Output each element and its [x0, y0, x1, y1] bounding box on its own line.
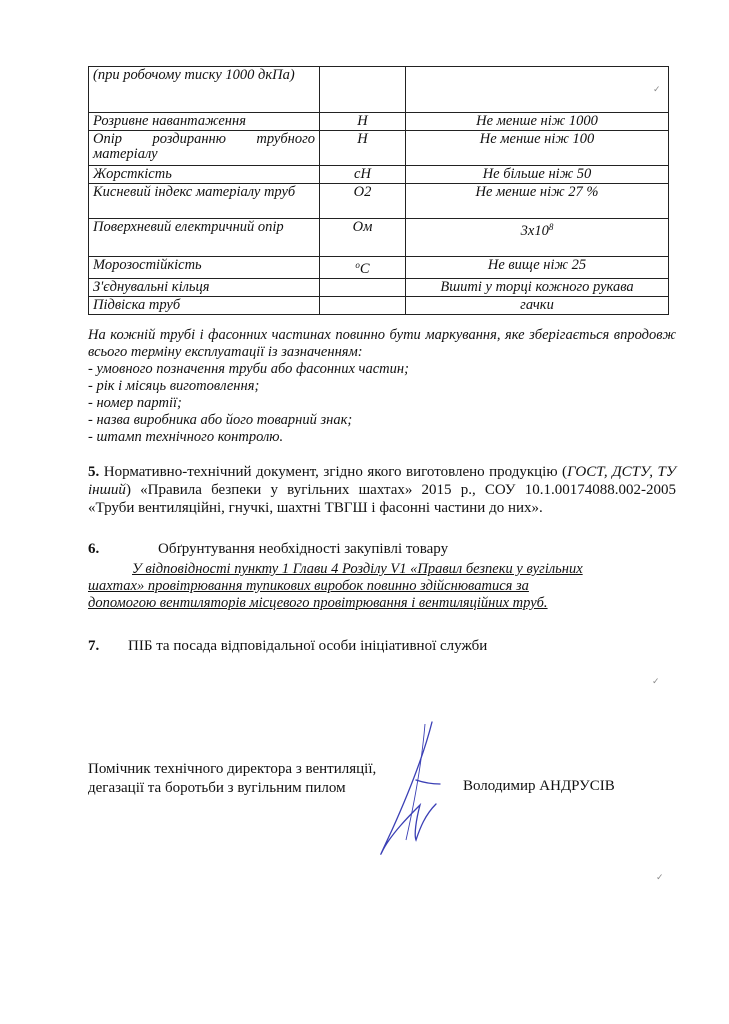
spec-parameter-cell: З'єднувальні кільця — [89, 279, 320, 297]
signer-name: Володимир АНДРУСІВ — [463, 778, 615, 794]
scan-mark: ✓ — [652, 676, 660, 686]
spec-value-cell: Не менше ніж 1000 — [406, 113, 669, 131]
spec-unit-cell: $^о$С — [320, 257, 406, 279]
handwritten-signature — [370, 720, 450, 870]
spec-table-row — [89, 279, 669, 297]
spec-table-row — [89, 297, 669, 315]
marking-item: - умовного позначення труби або фасонних частин; — [88, 361, 409, 377]
section-5-text-a: Нормативно-технічний документ, згідно якого виготовлено продукцію ( — [99, 464, 568, 480]
spec-parameter-cell: Опір роздиранню трубного матеріалу — [89, 131, 320, 166]
spec-table-row — [89, 131, 669, 166]
spec-unit-cell: Н — [320, 131, 406, 166]
spec-unit-cell — [320, 297, 406, 315]
spec-table — [88, 66, 669, 315]
section-6-number: 6. — [88, 541, 100, 557]
marking-item: - назва виробника або його товарний знак; — [88, 412, 353, 428]
section-6-line: допомогою вентиляторів місцевого провітрювання і вентиляційних труб. — [88, 595, 548, 611]
scan-mark: ✓ — [653, 84, 661, 94]
spec-parameter-cell: Поверхневий електричний опір — [89, 219, 320, 257]
spec-value-cell: Не більше ніж 50 — [406, 166, 669, 184]
spec-unit-cell: сН — [320, 166, 406, 184]
marking-requirements — [88, 327, 676, 446]
signer-position-line: дегазації та боротьби з вугільним пилом — [88, 780, 346, 796]
spec-table-row — [89, 184, 669, 219]
spec-table-body — [89, 67, 669, 315]
section-7-title: ПІБ та посада відповідальної особи ініціативної служби — [128, 638, 488, 654]
spec-value-cell: $3х10^8$ — [406, 219, 669, 257]
scan-mark: ✓ — [656, 872, 664, 882]
spec-parameter-cell: Морозостійкість — [89, 257, 320, 279]
spec-table-row — [89, 257, 669, 279]
spec-table-row — [89, 219, 669, 257]
section-6-title: Обґрунтування необхідності закупівлі товару — [158, 541, 449, 557]
marking-item: - номер партії; — [88, 395, 182, 411]
spec-table-row — [89, 113, 669, 131]
spec-value-cell: Вшиті у торці кожного рукава — [406, 279, 669, 297]
marking-item: - штамп технічного контролю. — [88, 429, 284, 445]
section-7-heading — [88, 638, 676, 655]
spec-table-row — [89, 166, 669, 184]
spec-value-cell: Не вище ніж 25 — [406, 257, 669, 279]
section-6-heading — [88, 541, 676, 558]
spec-unit-cell: Ом — [320, 219, 406, 257]
section-5 — [88, 463, 676, 517]
spec-unit-cell — [320, 279, 406, 297]
spec-unit-cell: Н — [320, 113, 406, 131]
section-6-line: шахтах» провітрювання тупикових виробок повинно здійснюватися за — [88, 578, 529, 594]
section-5-text-italic: ГОСТ, ДСТУ, ТУ інший — [88, 464, 676, 498]
section-6-line: У відповідності пункту 1 Глави 4 Розділу V1 «Правил безпеки у вугільних — [132, 561, 583, 577]
marking-intro: На кожній трубі і фасонних частинах повинно бути маркування, яке зберігається впродовж всього терміну експлуатації із зазначенням: — [88, 327, 676, 360]
section-5-text-b: ) «Правила безпеки у вугільних шахтах» 2015 р., СОУ 10.1.00174088.002-2005 «Труби вентиляційні, гнучкі, шахтні ТВГШ і фасонні частини до них». — [88, 482, 676, 516]
spec-value-cell: гачки — [406, 297, 669, 315]
spec-parameter-cell: Підвіска труб — [89, 297, 320, 315]
spec-unit-cell: О2 — [320, 184, 406, 219]
spec-unit-cell — [320, 67, 406, 113]
spec-value-cell: Не менше ніж 100 — [406, 131, 669, 166]
section-5-number: 5. — [88, 464, 100, 480]
section-7-number: 7. — [88, 638, 100, 654]
signer-position-line: Помічник технічного директора з вентиляції, — [88, 761, 377, 777]
spec-parameter-cell: Кисневий індекс матеріалу труб — [89, 184, 320, 219]
marking-item: - рік і місяць виготовлення; — [88, 378, 260, 394]
section-6-body — [88, 561, 676, 612]
spec-value-cell: Не менше ніж 27 % — [406, 184, 669, 219]
signer-position — [88, 760, 376, 798]
spec-parameter-cell: (при робочому тиску 1000 дкПа) — [89, 67, 320, 113]
spec-parameter-cell: Розривне навантаження — [89, 113, 320, 131]
spec-parameter-cell: Жорсткість — [89, 166, 320, 184]
spec-value-cell — [406, 67, 669, 113]
spec-table-row — [89, 67, 669, 113]
